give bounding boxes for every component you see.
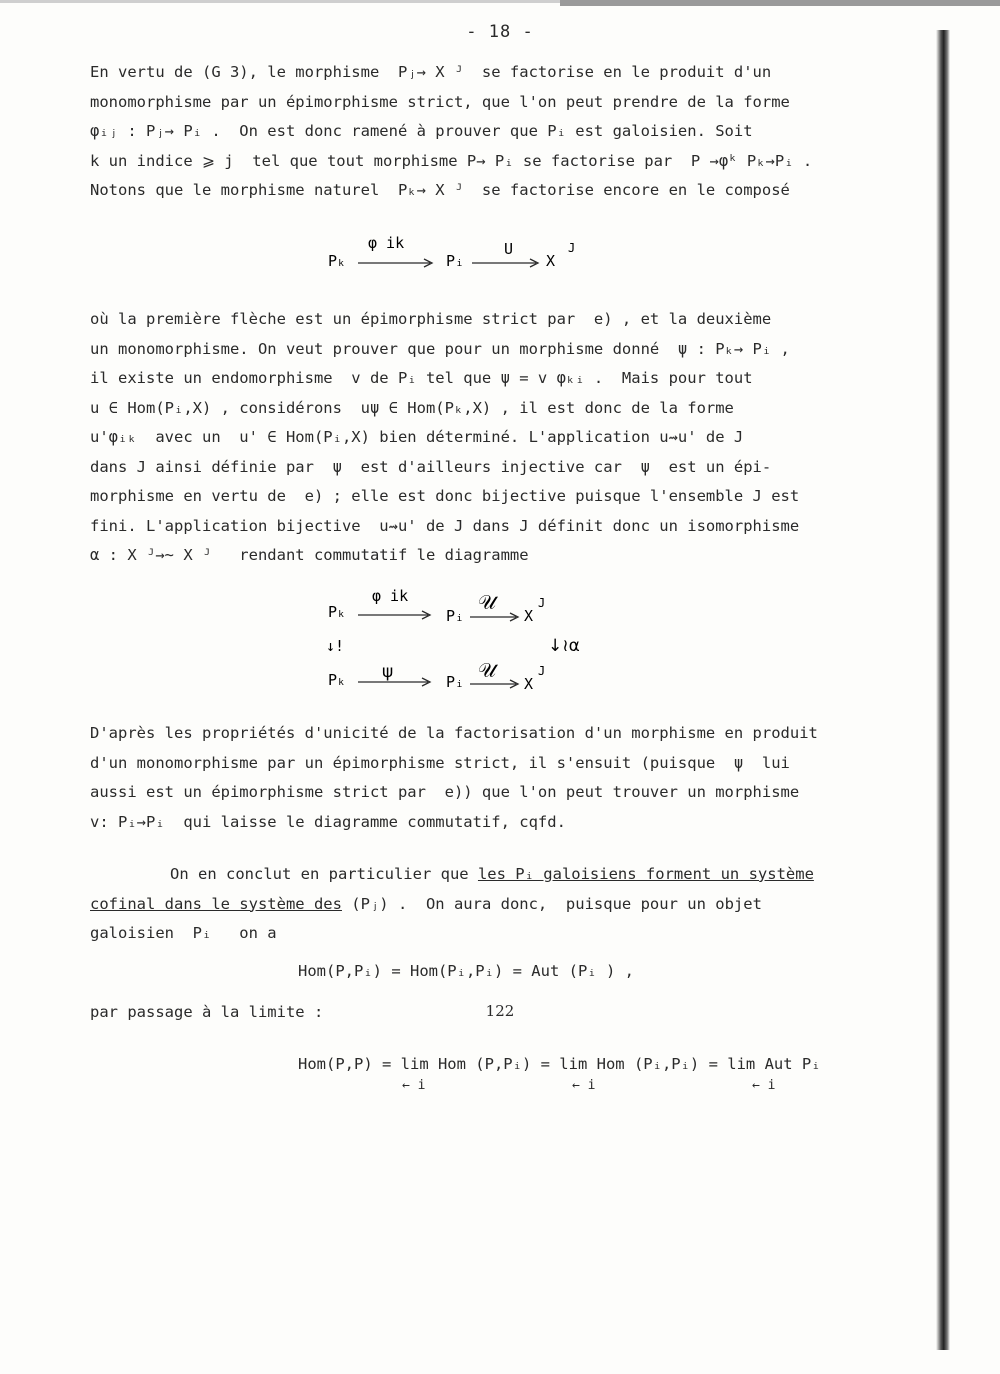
d2-top-arrow-label: φ ik: [372, 587, 409, 605]
d2-bottom-mid: Pᵢ: [446, 673, 465, 691]
paragraph-2: [90, 305, 870, 571]
p1-line: En vertu de (G 3), le morphisme Pⱼ→ X ᴶ se factorise en le produit d'un: [90, 63, 772, 81]
p3-line: v: Pᵢ→Pᵢ qui laisse le diagramme commutatif, cqfd.: [90, 812, 566, 831]
lim-index: ← i: [402, 1078, 426, 1093]
footer-page-number: 122: [485, 1002, 515, 1020]
p1-line: Notons que le morphisme naturel Pₖ→ X ᴶ se factorise encore en le composé: [90, 181, 790, 199]
p2-line: il existe un endomorphisme v de Pᵢ tel que ψ = v φₖᵢ . Mais pour tout: [90, 369, 753, 387]
d1-target-exp: J: [568, 241, 576, 255]
p4-underlined-text: cofinal dans le système des: [90, 894, 342, 913]
lim-index: ← i: [572, 1078, 596, 1093]
p2-line: u'φᵢₖ avec un u' ∈ Hom(Pᵢ,X) bien déterminé. L'application u⇝u' de J: [90, 428, 744, 446]
p3-line: aussi est un épimorphisme strict par e)) que l'on peut trouver un morphisme: [90, 783, 800, 801]
paragraph-5: par passage à la limite :: [90, 1003, 324, 1021]
d2-bottom-right-exp: J: [538, 664, 546, 678]
p4-text: galoisien Pᵢ on a: [90, 924, 277, 942]
p3-line: D'après les propriétés d'unicité de la factorisation d'un morphisme en produit: [90, 724, 818, 742]
d1-arrow2-label: U: [504, 240, 514, 258]
p2-line: un monomorphisme. On veut prouver que pour un morphisme donné ψ : Pₖ→ Pᵢ ,: [90, 339, 790, 358]
d2-top-left: Pₖ: [328, 603, 347, 621]
d1-arrow1-label: φ ik: [368, 234, 405, 252]
equation-hom-aut: Hom(P,Pᵢ) = Hom(Pᵢ,Pᵢ) = Aut (Pᵢ ) ,: [298, 962, 634, 980]
d1-source: Pₖ: [328, 252, 347, 270]
equation-limit: Hom(P,P) = lim Hom (P,Pᵢ) = lim Hom (Pᵢ,Pᵢ) = lim Aut Pᵢ: [298, 1055, 821, 1073]
paragraph-4: [90, 860, 870, 949]
paragraph-3: [90, 719, 870, 837]
d2-top-mid: Pᵢ: [446, 607, 465, 625]
p4-text: (Pⱼ) . On aura donc, puisque pour un objet: [341, 894, 762, 913]
d2-top-right: X: [524, 607, 534, 625]
d2-top-arrow2-label: 𝒰: [478, 590, 496, 614]
p2-line: morphisme en vertu de e) ; elle est donc bijective puisque l'ensemble J est: [90, 487, 800, 505]
p2-line: où la première flèche est un épimorphisme strict par e) , et la deuxième: [90, 310, 772, 328]
p4-text: On en conclut en particulier que: [170, 865, 478, 883]
p1-line: φᵢⱼ : Pⱼ→ Pᵢ . On est donc ramené à prouver que Pᵢ est galoisien. Soit: [90, 122, 753, 140]
binding-shadow: [936, 30, 950, 1350]
d1-target: X: [546, 252, 556, 270]
lim-index: ← i: [752, 1078, 776, 1093]
d2-bottom-arrow2-label: 𝒰: [478, 658, 496, 682]
d2-bottom-right: X: [524, 675, 534, 693]
p1-line: monomorphisme par un épimorphisme strict, que l'on peut prendre de la forme: [90, 92, 790, 111]
page-top-shadow: [560, 0, 1000, 6]
d2-bottom-left: Pₖ: [328, 671, 347, 689]
p1-line: k un indice ⩾ j tel que tout morphisme P→ Pᵢ se factorise par P →φᵏ Pₖ→Pᵢ .: [90, 151, 813, 170]
p2-line: u ∈ Hom(Pᵢ,X) , considérons uψ ∈ Hom(Pₖ,X) , il est donc de la forme: [90, 398, 734, 417]
paragraph-1: [90, 58, 870, 206]
commutative-diagram: [320, 585, 620, 700]
p2-line: α : X ᴶ→∼ X ᴶ rendant commutatif le diagramme: [90, 546, 529, 564]
p2-line: dans J ainsi définie par ψ est d'ailleurs injective car ψ est un épi-: [90, 457, 772, 476]
p3-line: d'un monomorphisme par un épimorphisme strict, il s'ensuit (puisque ψ lui: [90, 753, 790, 772]
composition-diagram: [320, 228, 620, 288]
d2-bottom-arrow-label: ψ: [382, 662, 394, 682]
p2-line: fini. L'application bijective u⇝u' de J dans J définit donc un isomorphisme: [90, 516, 800, 535]
d1-middle: Pᵢ: [446, 252, 465, 270]
d2-left-vertical: ↓!: [326, 637, 345, 655]
d2-right-vertical: ↓≀α: [548, 636, 580, 656]
p4-underlined-text: les Pᵢ galoisiens forment un système: [477, 865, 814, 883]
d2-top-right-exp: J: [538, 596, 546, 610]
page-header-number: - 18 -: [466, 22, 534, 42]
